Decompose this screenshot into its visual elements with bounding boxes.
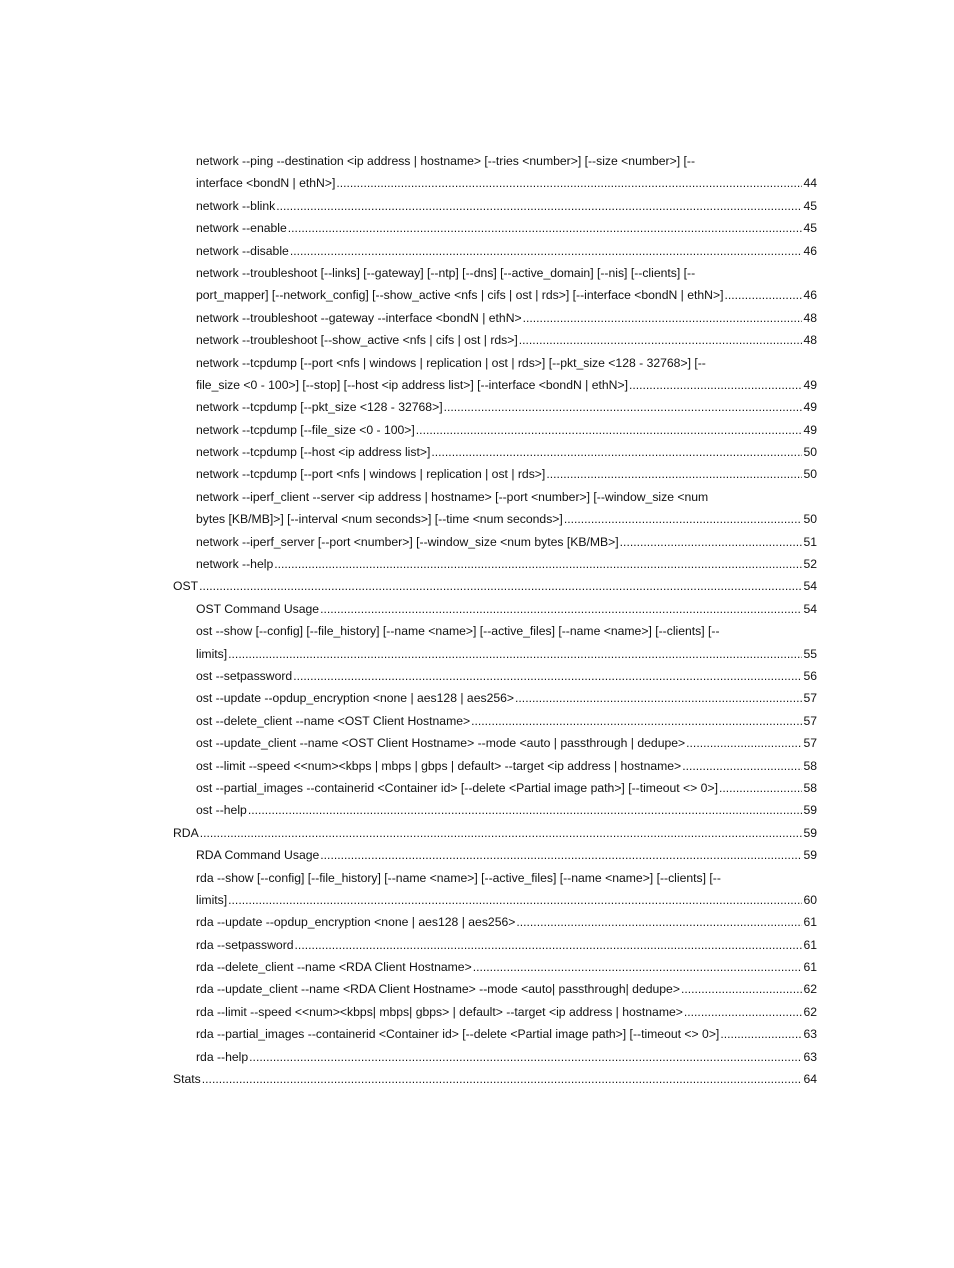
toc-entry-title: network --tcpdump [--port <nfs | windows | replication | ost | rds>]	[196, 467, 546, 482]
toc-entry-line	[196, 710, 817, 732]
toc-page-number[interactable]: 57	[803, 691, 817, 706]
toc-section-entry[interactable]	[173, 1068, 817, 1090]
toc-entry-line	[196, 1001, 817, 1023]
toc-page-number[interactable]: 50	[803, 512, 817, 527]
toc-entry-title: RDA	[173, 825, 199, 840]
toc-page-number[interactable]: 55	[803, 646, 817, 661]
toc-page-number[interactable]: 46	[803, 243, 817, 258]
toc-entry-line	[196, 732, 817, 754]
toc-entry[interactable]	[196, 262, 817, 307]
toc-entry-line	[196, 217, 817, 239]
toc-page-number[interactable]: 49	[803, 422, 817, 437]
toc-entry-text: rda --show [--config] [--file_history] [--name <name>] [--active_files] [--name <name>] [--clients] [--	[196, 870, 721, 885]
toc-entry-line	[196, 284, 817, 306]
toc-entry[interactable]	[196, 195, 817, 217]
toc-entry[interactable]	[196, 777, 817, 799]
toc-entry-title: network --iperf_server [--port <number>] [--window_size <num bytes [KB/MB>]	[196, 534, 619, 549]
dot-leader	[519, 329, 803, 351]
dot-leader	[724, 284, 802, 306]
toc-entry-line	[196, 889, 817, 911]
dot-leader	[629, 374, 802, 396]
toc-entry-title: rda --help	[196, 1049, 249, 1064]
dot-leader	[290, 240, 803, 262]
toc-entry[interactable]	[196, 217, 817, 239]
toc-entry-line	[173, 822, 817, 844]
toc-entry-line	[196, 486, 817, 508]
toc-entry-title: network --disable	[196, 243, 289, 258]
dot-leader	[295, 934, 803, 956]
toc-entry-line	[196, 463, 817, 485]
toc-entry-line	[173, 1068, 817, 1090]
dot-leader	[444, 396, 803, 418]
toc-page-number[interactable]: 56	[803, 668, 817, 683]
toc-entry[interactable]	[196, 396, 817, 418]
toc-entry-line	[196, 441, 817, 463]
toc-entry[interactable]	[196, 463, 817, 485]
dot-leader	[515, 687, 802, 709]
toc-page-number[interactable]: 64	[803, 1072, 817, 1087]
toc-entry[interactable]	[196, 1046, 817, 1068]
toc-page-number[interactable]: 51	[803, 534, 817, 549]
toc-entry-line	[196, 307, 817, 329]
toc-page-number[interactable]: 54	[803, 579, 817, 594]
toc-entry-line	[196, 799, 817, 821]
toc-entry-text: network --ping --destination <ip address | hostname> [--tries <number>] [--size <number>] [--	[196, 154, 696, 168]
toc-entry-text: network --troubleshoot [--links] [--gateway] [--ntp] [--dns] [--active_domain] [--nis] [--clients] [--	[196, 265, 696, 280]
dot-leader	[546, 463, 802, 485]
toc-entry-title: OST Command Usage	[196, 601, 320, 616]
toc-entry-line	[196, 1046, 817, 1068]
toc-entry-title: network --blink	[196, 198, 276, 213]
toc-page-number[interactable]: 48	[803, 310, 817, 325]
toc-page-number[interactable]: 50	[803, 467, 817, 482]
toc-page-number[interactable]: 63	[803, 1027, 817, 1042]
toc-page-number[interactable]: 59	[803, 825, 817, 840]
toc-entry[interactable]	[196, 665, 817, 687]
toc-entry[interactable]	[196, 598, 817, 620]
toc-entry-line	[196, 262, 817, 284]
toc-entry-line	[196, 531, 817, 553]
toc-entry-title: network --enable	[196, 221, 287, 236]
toc-entry-line	[196, 844, 817, 866]
dot-leader	[200, 822, 803, 844]
dot-leader	[516, 911, 802, 933]
toc-page-number[interactable]: 50	[803, 445, 817, 460]
dot-leader	[684, 1001, 803, 1023]
toc-entry-line	[196, 352, 817, 374]
dot-leader	[686, 732, 802, 754]
toc-entry-line	[196, 665, 817, 687]
toc-page-number[interactable]: 58	[803, 780, 817, 795]
toc-entry-title: network --troubleshoot --gateway --interface <bondN | ethN>	[196, 310, 522, 325]
toc-entry[interactable]	[196, 799, 817, 821]
dot-leader	[720, 1023, 802, 1045]
toc-entry-title: limits]	[196, 892, 228, 907]
toc-entry[interactable]	[196, 240, 817, 262]
toc-entry[interactable]	[196, 978, 817, 1000]
toc-page-number[interactable]: 59	[803, 803, 817, 818]
dot-leader	[431, 441, 802, 463]
toc-entry-line	[196, 643, 817, 665]
toc-entry-title: rda --partial_images --containerid <Container id> [--delete <Partial image path>] [--timeout <> 0>]	[196, 1027, 720, 1042]
toc-entry[interactable]	[196, 710, 817, 732]
toc-entry-title: network --help	[196, 557, 274, 572]
toc-entry[interactable]	[196, 755, 817, 777]
toc-entry-title: ost --partial_images --containerid <Container id> [--delete <Partial image path>] [--timeout <> 0>]	[196, 780, 718, 795]
toc-page-number[interactable]: 61	[803, 915, 817, 930]
dot-leader	[228, 889, 802, 911]
toc-page-number[interactable]: 48	[803, 333, 817, 348]
toc-entry-title: file_size <0 - 100>] [--stop] [--host <ip address list>] [--interface <bondN | ethN>]	[196, 377, 628, 392]
toc-entry-line	[196, 934, 817, 956]
toc-entry-line	[196, 620, 817, 642]
toc-entry-line	[196, 687, 817, 709]
toc-entry-line	[196, 777, 817, 799]
dot-leader	[471, 710, 802, 732]
dot-leader	[276, 195, 802, 217]
toc-entry-line	[196, 150, 817, 172]
toc-page-number[interactable]: 45	[803, 221, 817, 236]
toc-entry-title: port_mapper] [--network_config] [--show_active <nfs | cifs | ost | rds>] [--interface <bondN | ethN>]	[196, 288, 724, 303]
toc-page-number[interactable]: 44	[803, 176, 817, 191]
toc-entry-title: network --tcpdump [--pkt_size <128 - 32768>]	[196, 400, 443, 415]
toc-entry-line	[196, 978, 817, 1000]
toc-entry-line	[196, 598, 817, 620]
toc-entry-line	[196, 419, 817, 441]
toc-entry-title: RDA Command Usage	[196, 848, 320, 863]
toc-entry[interactable]	[196, 1001, 817, 1023]
toc-page-number[interactable]: 58	[803, 758, 817, 773]
toc-entry-title: ost --setpassword	[196, 668, 293, 683]
dot-leader	[719, 777, 802, 799]
toc-entry-line	[196, 755, 817, 777]
toc-entry-line	[196, 396, 817, 418]
dot-leader	[248, 799, 803, 821]
toc-entry[interactable]	[196, 620, 817, 665]
dot-leader	[473, 956, 803, 978]
toc-page-number[interactable]: 61	[803, 937, 817, 952]
toc-page-number[interactable]: 52	[803, 557, 817, 572]
toc-page-number[interactable]: 57	[803, 736, 817, 751]
toc-entry[interactable]	[196, 911, 817, 933]
dot-leader	[320, 598, 802, 620]
toc-page-number[interactable]: 59	[803, 848, 817, 863]
dot-leader	[249, 1046, 802, 1068]
dot-leader	[288, 217, 803, 239]
toc-entry-text: ost --show [--config] [--file_history] [--name <name>] [--active_files] [--name <name>] [--clients] [--	[196, 624, 720, 639]
toc-entry[interactable]	[196, 867, 817, 912]
toc-entry[interactable]	[196, 553, 817, 575]
dot-leader	[199, 575, 802, 597]
dot-leader	[320, 844, 802, 866]
toc-page-number[interactable]: 57	[803, 713, 817, 728]
toc-entry-title: limits]	[196, 646, 228, 661]
dot-leader	[228, 643, 802, 665]
toc-page-number[interactable]: 62	[803, 982, 817, 997]
toc-entry[interactable]	[196, 441, 817, 463]
toc-entry-title: network --tcpdump [--file_size <0 - 100>]	[196, 422, 415, 437]
dot-leader	[523, 307, 803, 329]
toc-entry-text: network --iperf_client --server <ip address | hostname> [--port <number>] [--window_size <num	[196, 489, 709, 504]
toc-entry-title: Stats	[173, 1072, 201, 1087]
dot-leader	[202, 1068, 803, 1090]
toc-entry-line	[196, 867, 817, 889]
toc-page-number[interactable]: 46	[803, 288, 817, 303]
toc-entry[interactable]	[196, 352, 817, 397]
toc-entry-text: network --tcpdump [--port <nfs | windows | replication | ost | rds>] [--pkt_size <128 - 32768>] [--	[196, 355, 706, 370]
dot-leader	[336, 172, 802, 194]
toc-entry[interactable]	[196, 150, 817, 195]
dot-leader	[681, 978, 802, 1000]
toc-entry[interactable]	[196, 732, 817, 754]
toc-page-number[interactable]: 62	[803, 1004, 817, 1019]
toc-entry-line	[196, 508, 817, 530]
toc-page-number[interactable]: 60	[803, 892, 817, 907]
toc-entry-line	[196, 240, 817, 262]
toc-entry-title: rda --update_client --name <RDA Client Hostname> --mode <auto| passthrough| dedupe>	[196, 982, 680, 997]
toc-entry-title: ost --limit --speed <<num><kbps | mbps | gbps | default> --target <ip address | hostname>	[196, 758, 682, 773]
toc-entry-line	[196, 553, 817, 575]
toc-entry-line	[196, 374, 817, 396]
toc-entry-title: ost --delete_client --name <OST Client Hostname>	[196, 713, 471, 728]
toc-entry-title: rda --delete_client --name <RDA Client Hostname>	[196, 960, 472, 975]
dot-leader	[274, 553, 802, 575]
toc-entry-title: interface <bondN | ethN>]	[196, 176, 336, 191]
toc-page-number[interactable]: 49	[803, 377, 817, 392]
toc-entry-title: rda --limit --speed <<num><kbps| mbps| gbps> | default> --target <ip address | hostname>	[196, 1004, 683, 1019]
toc-entry-title: rda --setpassword	[196, 937, 294, 952]
toc-page-number[interactable]: 63	[803, 1049, 817, 1064]
table-of-contents	[173, 150, 817, 1090]
toc-entry[interactable]	[196, 1023, 817, 1045]
toc-entry[interactable]	[196, 934, 817, 956]
toc-page-number[interactable]: 45	[803, 198, 817, 213]
toc-page-number[interactable]: 49	[803, 400, 817, 415]
toc-section-entry[interactable]	[173, 575, 817, 597]
toc-entry[interactable]	[196, 307, 817, 329]
toc-entry-title: network --tcpdump [--host <ip address list>]	[196, 445, 431, 460]
toc-page-number[interactable]: 54	[803, 601, 817, 616]
dot-leader	[682, 755, 802, 777]
toc-entry-line	[173, 575, 817, 597]
toc-entry-line	[196, 172, 817, 194]
toc-entry[interactable]	[196, 419, 817, 441]
toc-entry-title: OST	[173, 579, 199, 594]
toc-page-number[interactable]: 61	[803, 960, 817, 975]
toc-entry[interactable]	[196, 956, 817, 978]
toc-entry[interactable]	[196, 329, 817, 351]
toc-entry-title: network --troubleshoot [--show_active <nfs | cifs | ost | rds>]	[196, 333, 518, 348]
toc-entry-title: ost --update --opdup_encryption <none | aes128 | aes256>	[196, 691, 515, 706]
toc-entry-line	[196, 911, 817, 933]
toc-entry[interactable]	[196, 844, 817, 866]
toc-entry[interactable]	[196, 531, 817, 553]
toc-entry-line	[196, 1023, 817, 1045]
dot-leader	[620, 531, 803, 553]
dot-leader	[416, 419, 803, 441]
toc-entry-line	[196, 956, 817, 978]
toc-entry-line	[196, 329, 817, 351]
toc-section-entry[interactable]	[173, 822, 817, 844]
toc-entry[interactable]	[196, 687, 817, 709]
dot-leader	[564, 508, 803, 530]
toc-entry-title: rda --update --opdup_encryption <none | aes128 | aes256>	[196, 915, 516, 930]
toc-entry-line	[196, 195, 817, 217]
dot-leader	[293, 665, 802, 687]
toc-entry-title: ost --update_client --name <OST Client Hostname> --mode <auto | passthrough | dedupe>	[196, 736, 686, 751]
toc-entry[interactable]	[196, 486, 817, 531]
toc-entry-title: ost --help	[196, 803, 247, 818]
toc-entry-title: bytes [KB/MB]>] [--interval <num seconds>] [--time <num seconds>]	[196, 512, 563, 527]
